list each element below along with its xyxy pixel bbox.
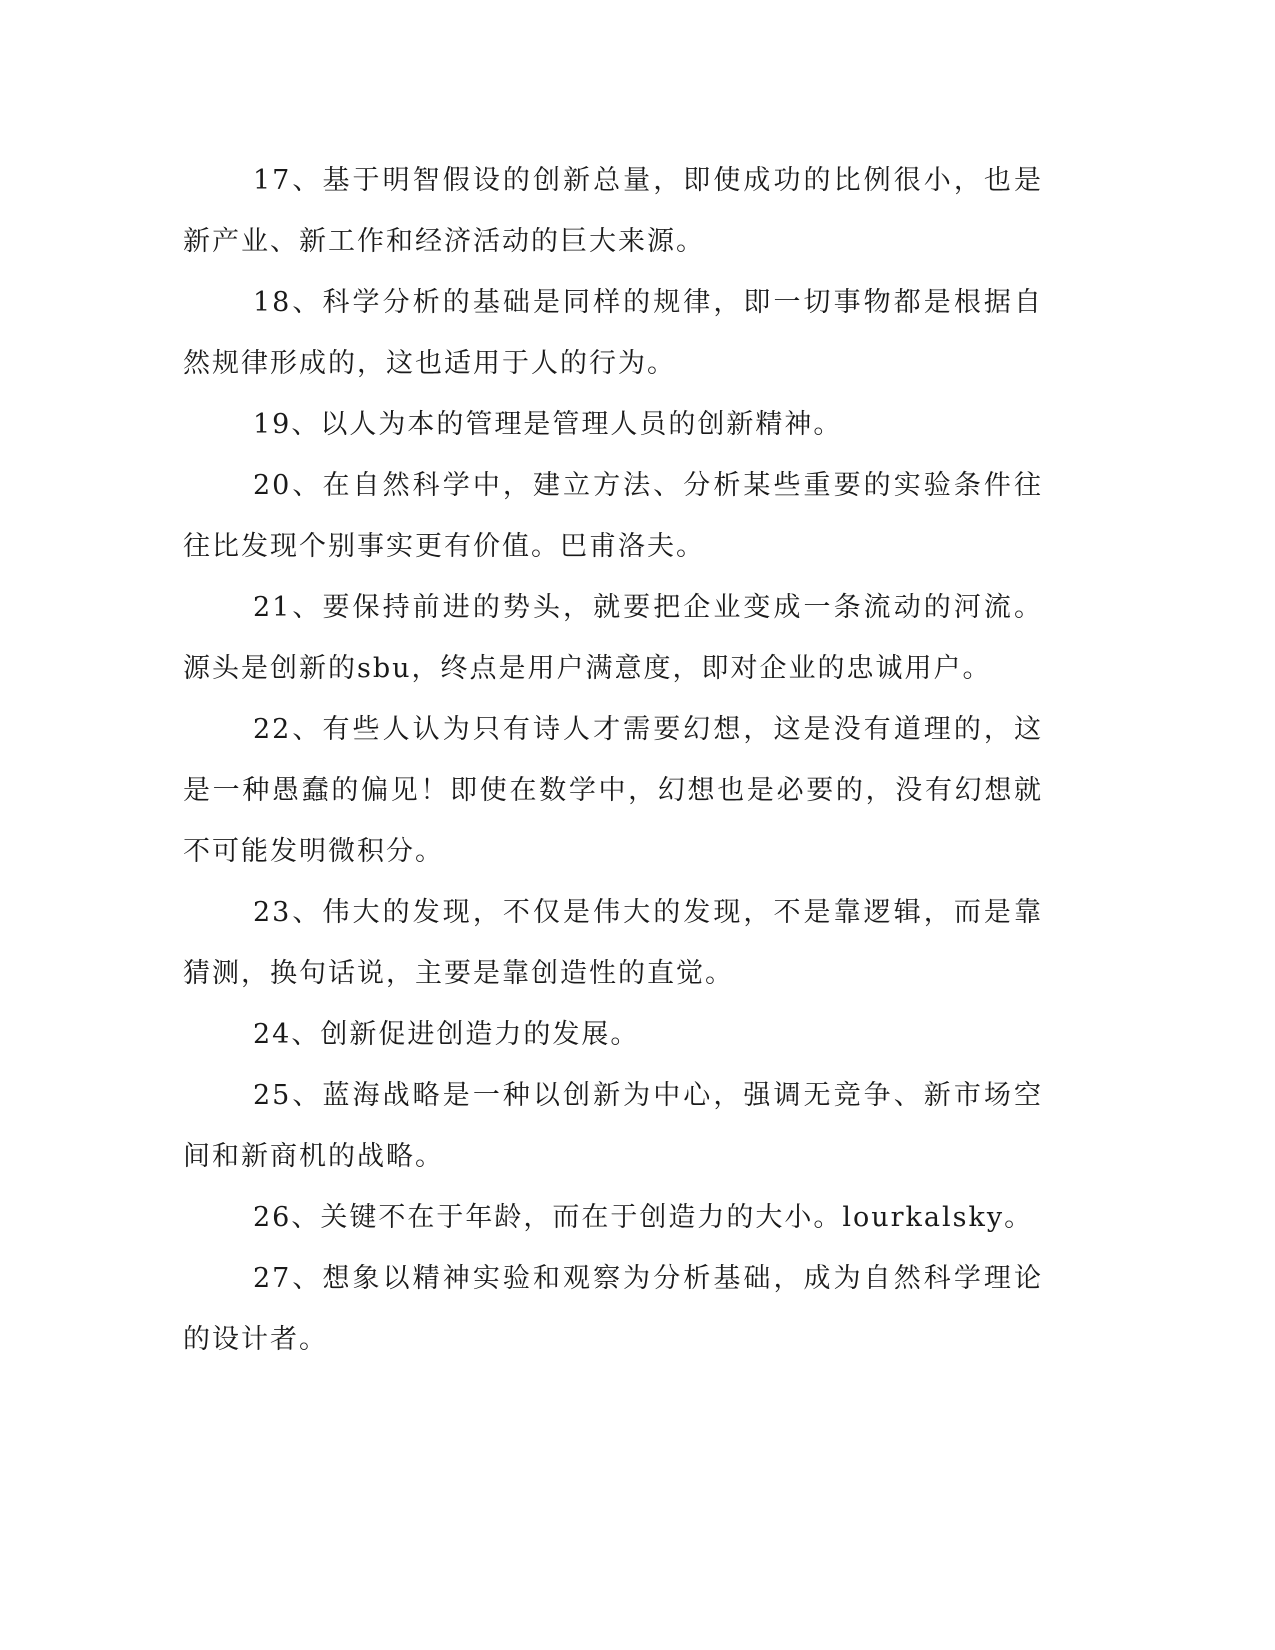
paragraph-20: 20、在自然科学中，建立方法、分析某些重要的实验条件往往比发现个别事实更有价值。巴甫洛夫。 — [183, 470, 1043, 562]
paragraph-27: 27、想象以精神实验和观察为分析基础，成为自然科学理论的设计者。 — [183, 1263, 1043, 1355]
paragraph-24: 24、创新促进创造力的发展。 — [253, 1019, 640, 1050]
paragraph-22: 22、有些人认为只有诗人才需要幻想，这是没有道理的，这是一种愚蠢的偏见！即使在数学中，幻想也是必要的，没有幻想就不可能发明微积分。 — [183, 714, 1043, 867]
paragraph-21: 21、要保持前进的势头，就要把企业变成一条流动的河流。源头是创新的sbu，终点是用户满意度，即对企业的忠诚用户。 — [183, 592, 1043, 684]
paragraph-23: 23、伟大的发现，不仅是伟大的发现，不是靠逻辑，而是靠猜测，换句话说，主要是靠创造性的直觉。 — [183, 897, 1043, 989]
document-body — [183, 150, 1043, 1370]
paragraph-25: 25、蓝海战略是一种以创新为中心，强调无竞争、新市场空间和新商机的战略。 — [183, 1080, 1043, 1172]
paragraph-18: 18、科学分析的基础是同样的规律，即一切事物都是根据自然规律形成的，这也适用于人的行为。 — [183, 287, 1043, 379]
paragraph-26: 26、关键不在于年龄，而在于创造力的大小。lourkalsky。 — [253, 1202, 1034, 1233]
paragraph-19: 19、以人为本的管理是管理人员的创新精神。 — [253, 409, 843, 440]
paragraph-17: 17、基于明智假设的创新总量，即使成功的比例很小，也是新产业、新工作和经济活动的巨大来源。 — [183, 165, 1043, 257]
